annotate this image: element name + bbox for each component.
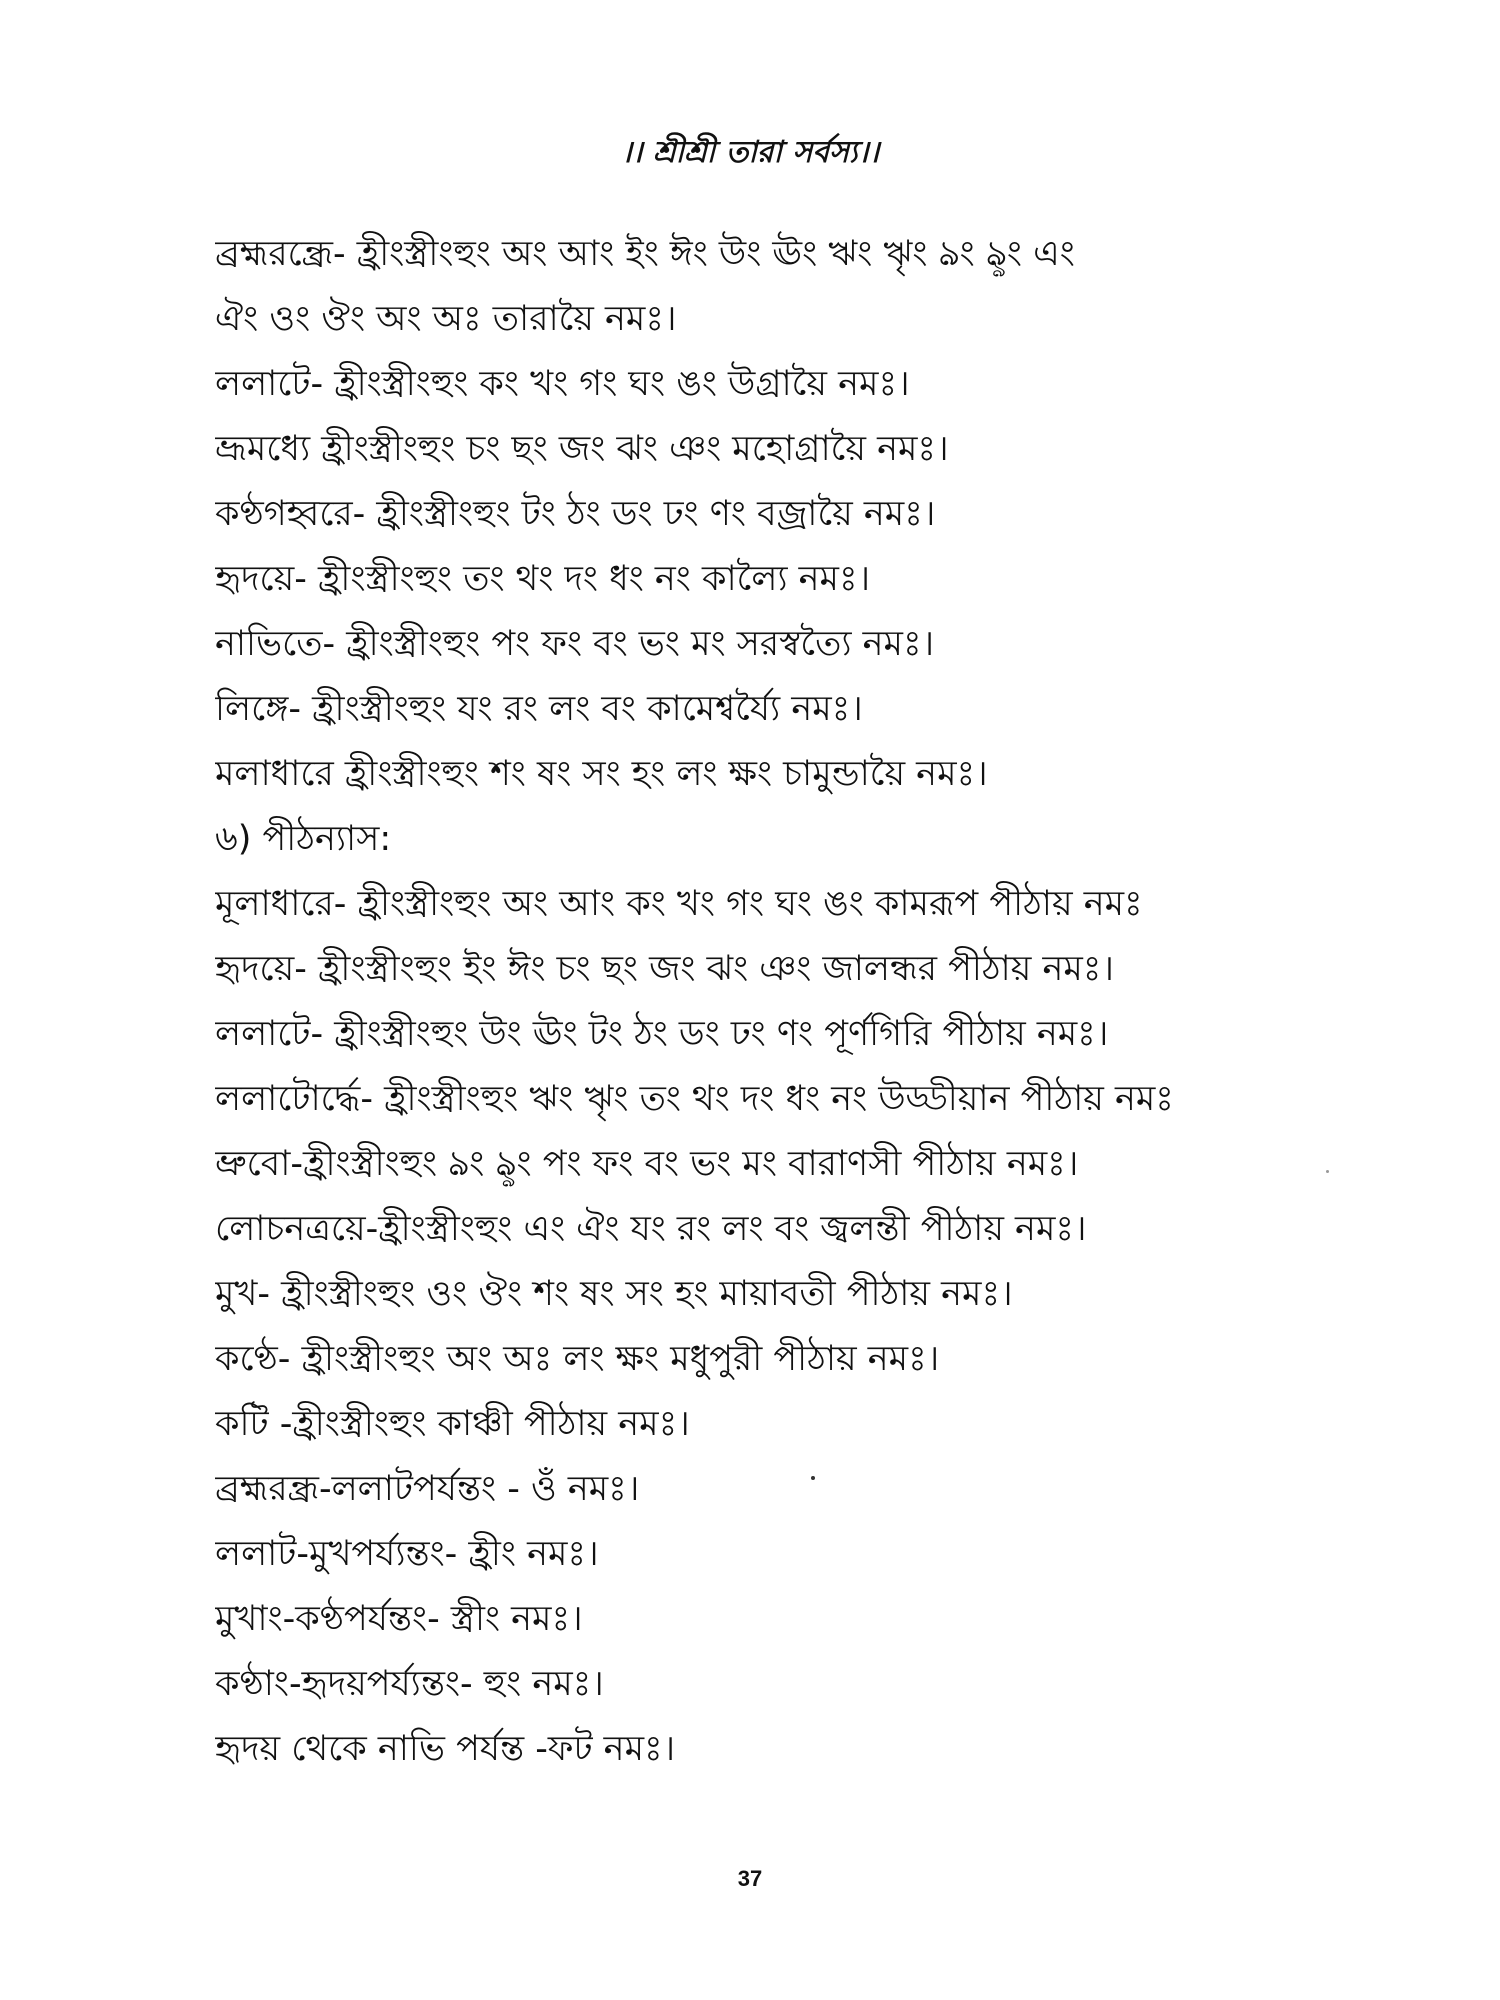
text-line: ভ্রূমধ্যে হ্রীংস্ত্রীংহুং চং ছং জং ঝং ঞং মহোগ্রায়ৈ নমঃ। bbox=[215, 429, 949, 469]
text-line: মুখ- হ্রীংস্ত্রীংহুং ওং ঔং শং ষং সং হং মায়াবতী পীঠায় নমঃ। bbox=[215, 1274, 1013, 1314]
page-body bbox=[215, 222, 1295, 1782]
text-line: ঐং ওং ঔং অং অঃ তারায়ৈ নমঃ। bbox=[215, 299, 677, 339]
text-line: হৃদয় থেকে নাভি পর্যন্ত -ফট নমঃ। bbox=[215, 1729, 676, 1769]
text-line: ললাট-মুখপর্য্যন্তং- হ্রীং নমঃ। bbox=[215, 1534, 599, 1574]
text-line: ললাটে- হ্রীংস্ত্রীংহুং কং খং গং ঘং ঙং উগ্রায়ৈ নমঃ। bbox=[215, 364, 910, 404]
text-line: কটি -হ্রীংস্ত্রীংহুং কাঞ্চী পীঠায় নমঃ। bbox=[215, 1404, 690, 1444]
text-line: ললাটে- হ্রীংস্ত্রীংহুং উং ঊং টং ঠং ডং ঢং ণং পূর্ণগিরি পীঠায় নমঃ। bbox=[215, 1014, 1109, 1054]
text-line: কণ্ঠাং-হৃদয়পর্য্যন্তং- হুং নমঃ। bbox=[215, 1664, 604, 1704]
text-line: হৃদয়ে- হ্রীংস্ত্রীংহুং তং থং দং ধং নং কাল্যৈ নমঃ। bbox=[215, 559, 871, 599]
text-line: কণ্ঠে- হ্রীংস্ত্রীংহুং অং অঃ লং ক্ষং মধুপুরী পীঠায় নমঃ। bbox=[215, 1339, 940, 1379]
text-line: ব্রহ্মরন্ধ্রে- হ্রীংস্ত্রীংহুং অং আং ইং ঈং উং ঊং ঋং ৠং ঌং ৡং এং bbox=[215, 234, 1075, 274]
page-header: ।। শ্রীশ্রী তারা সর্বস্য।। bbox=[620, 135, 880, 170]
text-line: মূলাধারে- হ্রীংস্ত্রীংহুং অং আং কং খং গং ঘং ঙং কামরূপ পীঠায় নমঃ bbox=[215, 884, 1143, 924]
text-line: ললাটোর্দ্ধে- হ্রীংস্ত্রীংহুং ঋং ৠং তং থং দং ধং নং উড্ডীয়ান পীঠায় নমঃ bbox=[215, 1079, 1174, 1119]
scan-speck bbox=[1326, 1170, 1329, 1173]
text-line: কণ্ঠগহ্বরে- হ্রীংস্ত্রীংহুং টং ঠং ডং ঢং ণং বজ্রায়ৈ নমঃ। bbox=[215, 494, 936, 534]
text-line: মুখাং-কণ্ঠপর্যন্তং- স্ত্রীং নমঃ। bbox=[215, 1599, 583, 1639]
text-line: ভ্রুবো-হ্রীংস্ত্রীংহুং ঌং ৡং পং ফং বং ভং মং বারাণসী পীঠায় নমঃ। bbox=[215, 1144, 1079, 1184]
text-line: লোচনত্রয়ে-হ্রীংস্ত্রীংহুং এং ঐং যং রং লং বং জ্বলন্তী পীঠায় নমঃ। bbox=[215, 1209, 1087, 1249]
text-line: মলাধারে হ্রীংস্ত্রীংহুং শং ষং সং হং লং ক্ষং চামুন্ডায়ৈ নমঃ। bbox=[215, 754, 988, 794]
page-number: 37 bbox=[737, 1866, 763, 1891]
text-line: নাভিতে- হ্রীংস্ত্রীংহুং পং ফং বং ভং মং সরস্বত্যৈ নমঃ। bbox=[215, 624, 935, 664]
scan-speck bbox=[811, 1476, 815, 1480]
text-line: হৃদয়ে- হ্রীংস্ত্রীংহুং ইং ঈং চং ছং জং ঝং ঞং জালন্ধর পীঠায় নমঃ। bbox=[215, 949, 1114, 989]
section-heading: ৬) পীঠন্যাস: bbox=[215, 819, 392, 859]
text-line: ব্রহ্মরন্ধ্র-ললাটপর্যন্তং - ওঁ নমঃ। bbox=[215, 1469, 640, 1509]
text-line: লিঙ্গে- হ্রীংস্ত্রীংহুং যং রং লং বং কামেশ্বর্য্যৈ নমঃ। bbox=[215, 689, 863, 729]
